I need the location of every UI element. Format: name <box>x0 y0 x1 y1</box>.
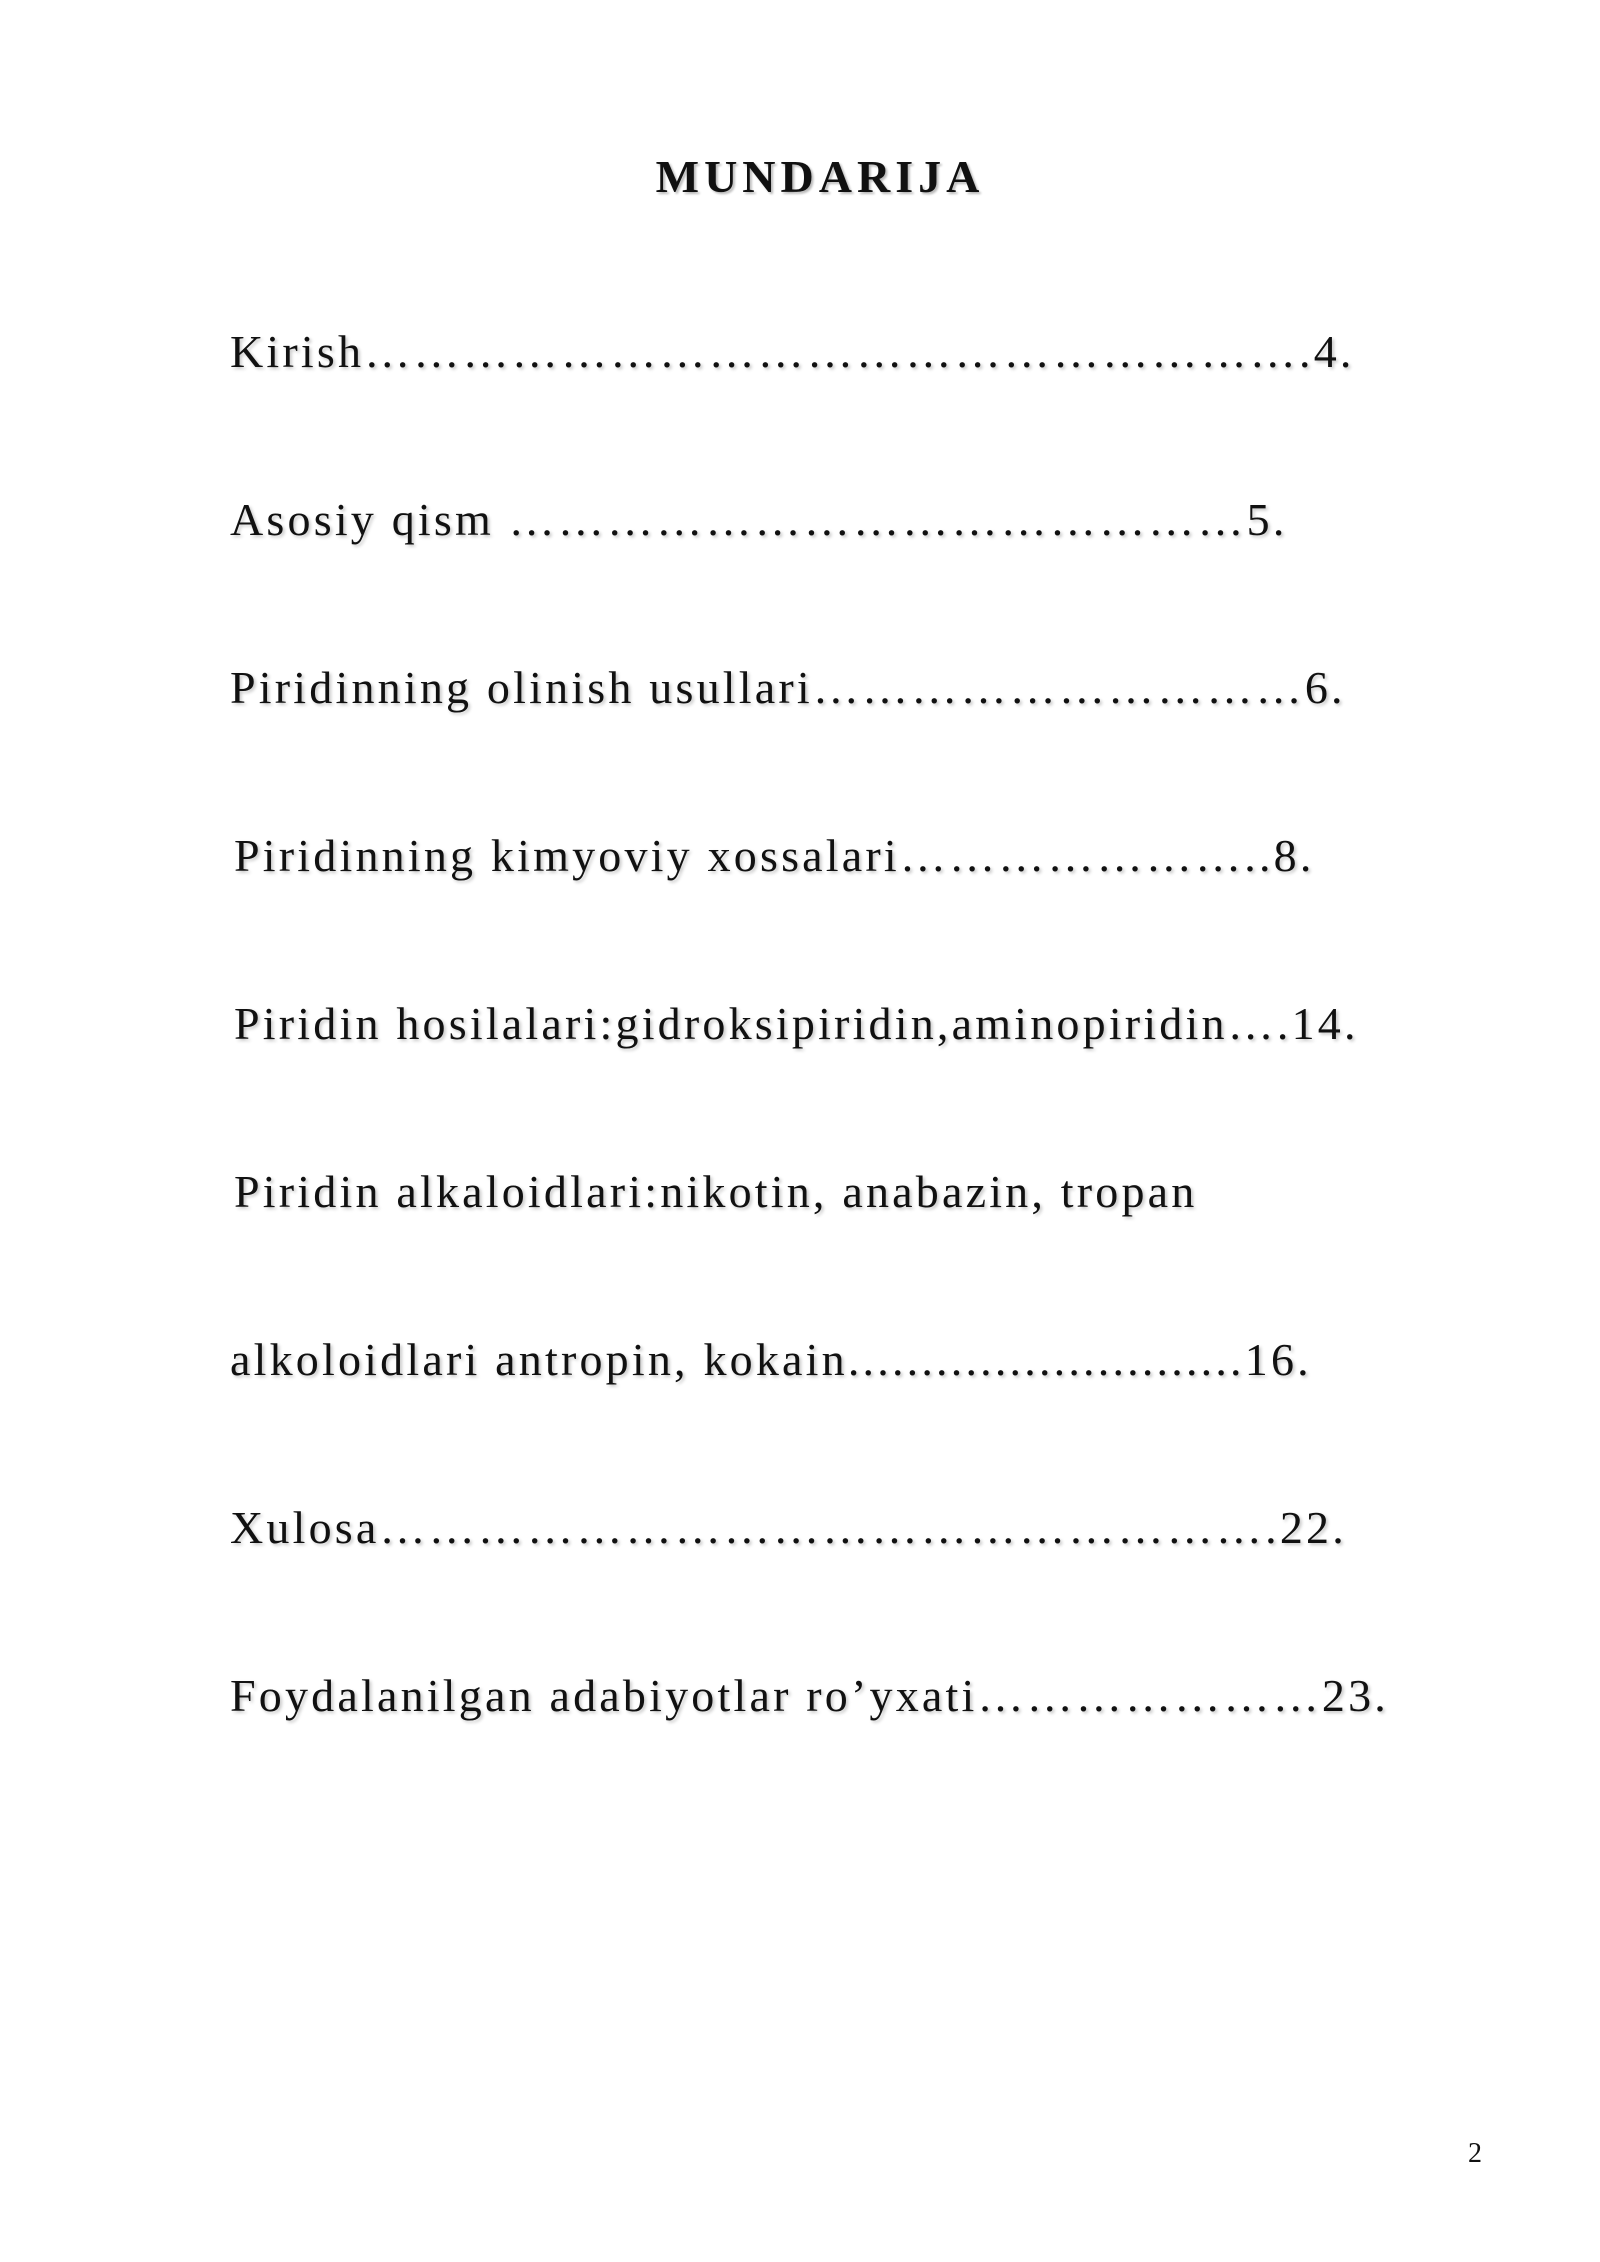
toc-entry-xulosa: Xulosa……………………………………………….22. <box>230 1502 1347 1553</box>
page-number: 2 <box>1468 2138 1482 2169</box>
toc-entry-asosiy-qism: Asosiy qism ………………………………………5. <box>230 494 1288 545</box>
toc-entry-adabiyotlar: Foydalanilgan adabiyotlar ro’yxati…………………23. <box>230 1670 1389 1721</box>
document-title: MUNDARIJA <box>655 151 985 202</box>
toc-entry-kimyoviy-xossalari: Piridinning kimyoviy xossalari…………………..8. <box>234 830 1315 881</box>
toc-entry-olinish-usullari: Piridinning olinish usullari…………………………6. <box>230 662 1346 713</box>
toc-entry-kirish: Kirish………………………………………………….4. <box>230 326 1355 377</box>
toc-entry-alkoloidlari: alkoloidlari antropin, kokain...........................16. <box>230 1334 1312 1385</box>
toc-entry-piridin-alkaloidlari: Piridin alkaloidlari:nikotin, anabazin, tropan <box>234 1166 1198 1217</box>
toc-entry-piridin-hosilalari: Piridin hosilalari:gidroksipiridin,aminopiridin….14. <box>234 998 1359 1049</box>
